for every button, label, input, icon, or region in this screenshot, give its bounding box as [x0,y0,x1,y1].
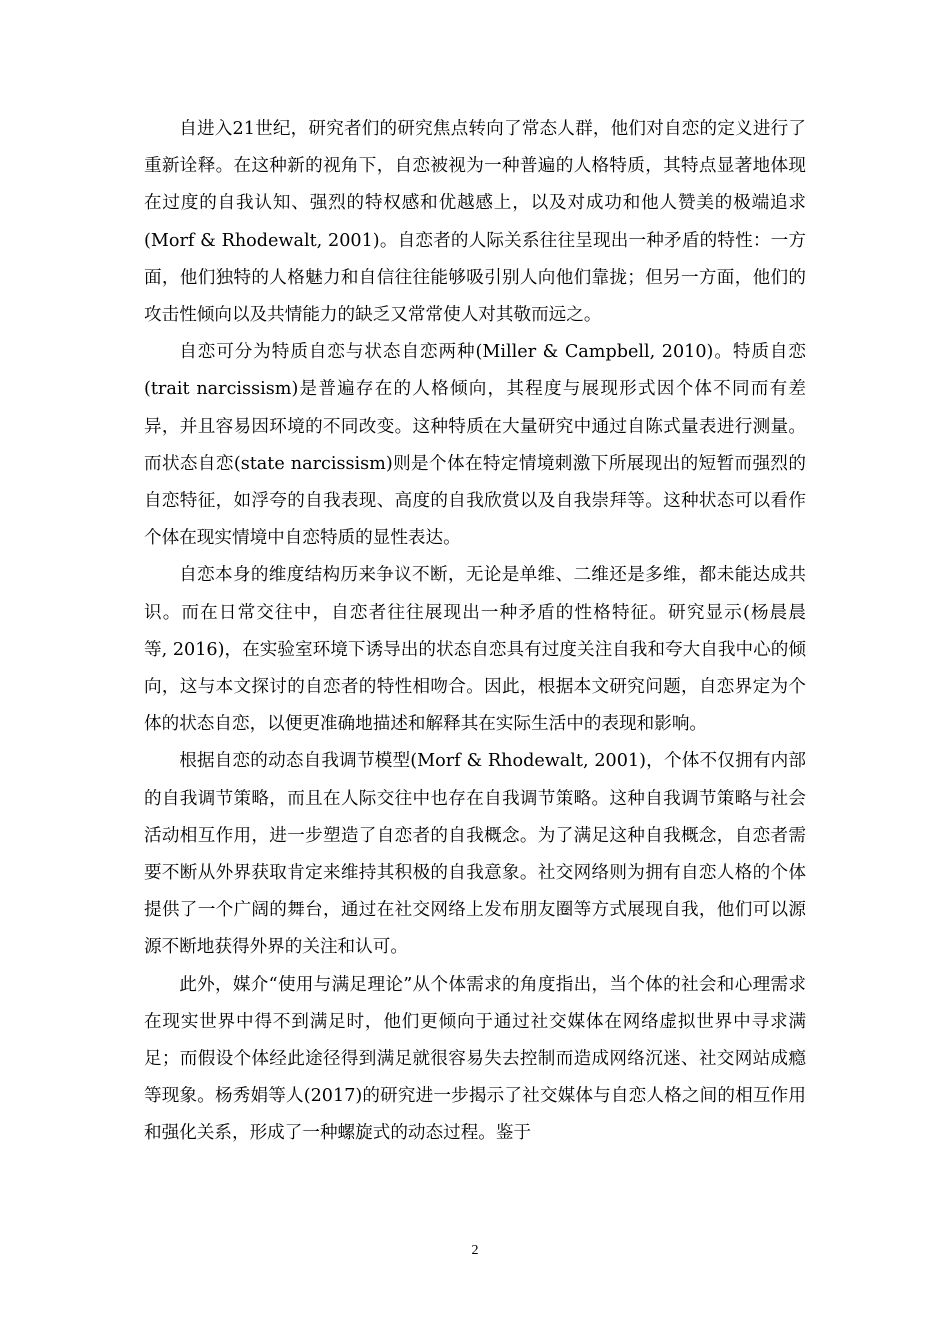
paragraph-1: 自进入21世纪，研究者们的研究焦点转向了常态人群，他们对自恋的定义进行了重新诠释。在这种新的视角下，自恋被视为一种普遍的人格特质，其特点显著地体现在过度的自我认知、强烈的特权感和优越感上，以及对成功和他人赞美的极端追求(Morf & Rhodewalt, 2001)。自恋者的人际关系往往呈现出一种矛盾的特性：一方面，他们独特的人格魅力和自信往往能够吸引别人向他们靠拢；但另一方面，他们的攻击性倾向以及共情能力的缺乏又常常使人对其敬而远之。 [144,119,806,326]
paragraph-4: 根据自恋的动态自我调节模型(Morf & Rhodewalt, 2001)，个体不仅拥有内部的自我调节策略，而且在人际交往中也存在自我调节策略。这种自我调节策略与社会活动相互作用，进一步塑造了自恋者的自我概念。为了满足这种自我概念，自恋者需要不断从外界获取肯定来维持其积极的自我意象。社交网络则为拥有自恋人格的个体提供了一个广阔的舞台，通过在社交网络上发布朋友圈等方式展现自我，他们可以源源不断地获得外界的关注和认可。 [144,751,806,958]
paragraph-2: 自恋可分为特质自恋与状态自恋两种(Miller & Campbell, 2010)。特质自恋(trait narcissism)是普遍存在的人格倾向，其程度与展现形式因个体不同而有差异，并且容易因环境的不同改变。这种特质在大量研究中通过自陈式量表进行测量。而状态自恋(state narcissism)则是个体在特定情境刺激下所展现出的短暂而强烈的自恋特征，如浮夸的自我表现、高度的自我欣赏以及自我崇拜等。这种状态可以看作个体在现实情境中自恋特质的显性表达。 [144,342,806,549]
paragraph-5: 此外，媒介“使用与满足理论”从个体需求的角度指出，当个体的社会和心理需求在现实世界中得不到满足时，他们更倾向于通过社交媒体在网络虚拟世界中寻求满足；而假设个体经此途径得到满足就很容易失去控制而造成网络沉迷、社交网站成瘾等现象。杨秀娟等人(2017)的研究进一步揭示了社交媒体与自恋人格之间的相互作用和强化关系，形成了一种螺旋式的动态过程。鉴于 [144,974,806,1144]
paragraph-3: 自恋本身的维度结构历来争议不断，无论是单维、二维还是多维，都未能达成共识。而在日常交往中，自恋者往往展现出一种矛盾的性格特征。研究显示(杨晨晨 等, 2016)，在实验室环境下诱导出的状态自恋具有过度关注自我和夸大自我中心的倾向，这与本文探讨的自恋者的特性相吻合。因此，根据本文研究问题，自恋界定为个体的状态自恋，以便更准确地描述和解释其在实际生活中的表现和影响。 [144,565,824,735]
page-number: 2 [471,1243,479,1258]
body-text [144,111,824,1153]
